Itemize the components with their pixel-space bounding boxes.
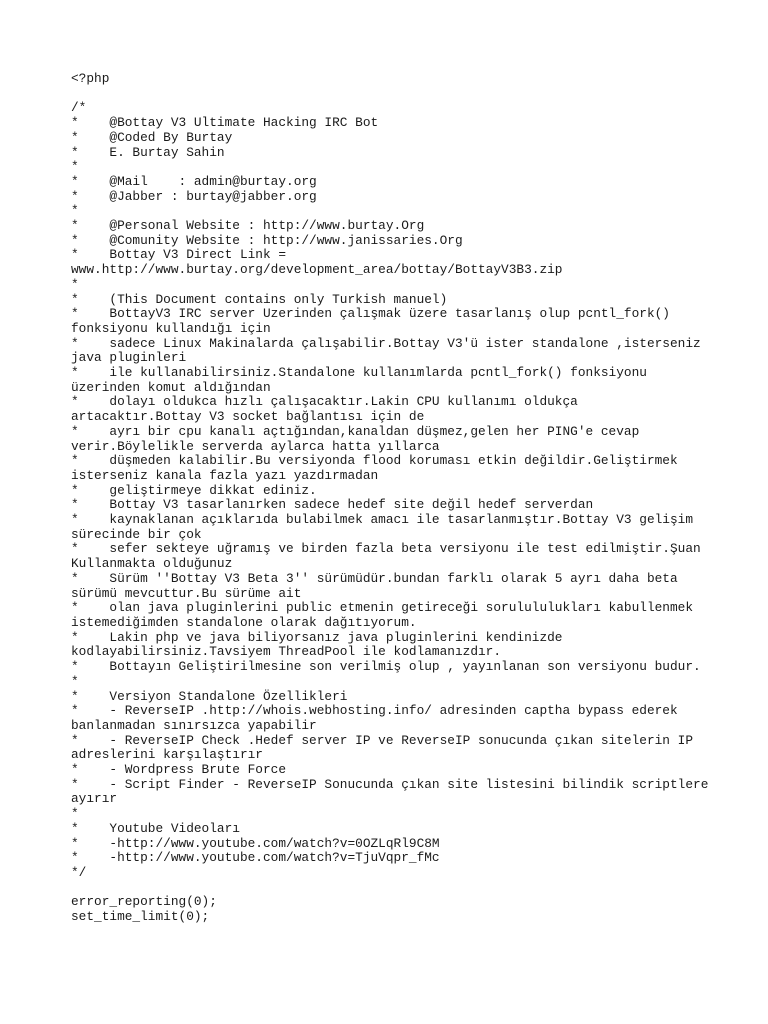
code-line: * @Comunity Website : http://www.janissaries.Org bbox=[71, 232, 463, 248]
code-line: * - Wordpress Brute Force bbox=[71, 762, 287, 778]
code-line: üzerinden komut aldığından bbox=[71, 379, 271, 395]
code-line: * E. Burtay Sahin bbox=[71, 144, 225, 160]
code-line: * @Mail : admin@burtay.org bbox=[71, 173, 317, 189]
code-line: www.http://www.burtay.org/development_area/bottay/BottayV3B3.zip bbox=[71, 262, 563, 278]
code-line: * Youtube Videoları bbox=[71, 820, 240, 836]
code-line: * bbox=[71, 203, 79, 219]
code-line: * kaynaklanan açıklarıda bulabilmek amacı ile tasarlanmıştır.Bottay V3 gelişim bbox=[71, 512, 694, 528]
code-line: * bbox=[71, 673, 79, 689]
code-line: banlanmadan sınırsızca yapabilir bbox=[71, 717, 317, 733]
code-line: * BottayV3 IRC server Uzerinden çalışmak üzere tasarlanış olup pcntl_fork() bbox=[71, 306, 670, 322]
code-line: verir.Böylelikle serverda aylarca hatta yıllarca bbox=[71, 438, 440, 454]
code-line: * @Coded By Burtay bbox=[71, 129, 233, 145]
code-line: * (This Document contains only Turkish manuel) bbox=[71, 291, 448, 307]
code-line: * Sürüm ''Bottay V3 Beta 3'' sürümüdür.bundan farklı olarak 5 ayrı daha beta bbox=[71, 570, 678, 586]
code-line: error_reporting(0); bbox=[71, 894, 217, 910]
code-line: * sefer sekteye uğramış ve birden fazla beta versiyonu ile test edilmiştir.Şuan bbox=[71, 541, 701, 557]
code-line: * Lakin php ve java biliyorsanız java pluginlerini kendinizde bbox=[71, 629, 563, 645]
code-line: * -http://www.youtube.com/watch?v=0OZLqRl9C8M bbox=[71, 835, 440, 851]
code-line: * @Bottay V3 Ultimate Hacking IRC Bot bbox=[71, 115, 379, 131]
code-line bbox=[71, 881, 731, 896]
code-line: sürecinde bir çok bbox=[71, 526, 202, 542]
code-line: ayırır bbox=[71, 791, 118, 807]
code-line: * @Personal Website : http://www.burtay.Org bbox=[71, 218, 425, 234]
code-line: */ bbox=[71, 864, 87, 880]
code-line: artacaktır.Bottay V3 socket bağlantısı için de bbox=[71, 409, 425, 425]
code-line bbox=[71, 87, 731, 102]
code-line: * - Script Finder - ReverseIP Sonucunda çıkan site listesini bilindik scriptlere bbox=[71, 776, 709, 792]
code-line: * - ReverseIP .http://whois.webhosting.info/ adresinden captha bypass ederek bbox=[71, 703, 678, 719]
code-line: * ayrı bir cpu kanalı açtığından,kanaldan düşmez,gelen her PING'e cevap bbox=[71, 423, 640, 439]
code-line: Kullanmakta olduğunuz bbox=[71, 556, 233, 572]
code-line: * ile kullanabilirsiniz.Standalone kullanımlarda pcntl_fork() fonksiyonu bbox=[71, 365, 647, 381]
code-line: fonksiyonu kullandığı için bbox=[71, 320, 271, 336]
code-line: kodlayabilirsiniz.Tavsiyem ThreadPool ile kodlamanızdır. bbox=[71, 644, 502, 660]
code-line: * Versiyon Standalone Özellikleri bbox=[71, 688, 348, 704]
code-line: * olan java pluginlerini public etmenin getireceği sorulululukları kabullenmek bbox=[71, 600, 694, 616]
code-line: * -http://www.youtube.com/watch?v=TjuVqpr_fMc bbox=[71, 850, 440, 866]
code-line: set_time_limit(0); bbox=[71, 909, 210, 925]
code-line: <?php bbox=[71, 71, 110, 86]
code-line: isterseniz kanala fazla yazı yazdırmadan bbox=[71, 467, 379, 483]
code-line: * Bottay V3 tasarlanırken sadece hedef site değil hedef serverdan bbox=[71, 497, 594, 513]
code-line: * @Jabber : burtay@jabber.org bbox=[71, 188, 317, 204]
code-line: * - ReverseIP Check .Hedef server IP ve ReverseIP sonucunda çıkan sitelerin IP bbox=[71, 732, 694, 748]
code-line: sürümü mevcuttur.Bu sürüme ait bbox=[71, 585, 302, 601]
code-line: adreslerini karşılaştırır bbox=[71, 747, 263, 763]
code-line: * bbox=[71, 159, 79, 175]
code-line: * Bottay V3 Direct Link = bbox=[71, 247, 287, 263]
code-line: * düşmeden kalabilir.Bu versiyonda flood koruması etkin değildir.Geliştirmek bbox=[71, 453, 678, 469]
code-line: istemediğimden standalone olarak dağıtıyorum. bbox=[71, 615, 417, 630]
code-line: * geliştirmeye dikkat ediniz. bbox=[71, 482, 317, 498]
code-line: * sadece Linux Makinalarda çalışabilir.Bottay V3'ü ister standalone ,isterseniz bbox=[71, 335, 701, 351]
code-line: java pluginleri bbox=[71, 350, 187, 366]
code-line: * bbox=[71, 806, 79, 822]
code-line: * Bottayın Geliştirilmesine son verilmiş olup , yayınlanan son versiyonu budur. bbox=[71, 659, 701, 675]
code-line: * dolayı oldukca hızlı çalışacaktır.Lakin CPU kullanımı oldukça bbox=[71, 394, 578, 410]
php-source-code bbox=[71, 72, 731, 925]
code-line: /* bbox=[71, 100, 87, 116]
code-line: * bbox=[71, 276, 79, 292]
